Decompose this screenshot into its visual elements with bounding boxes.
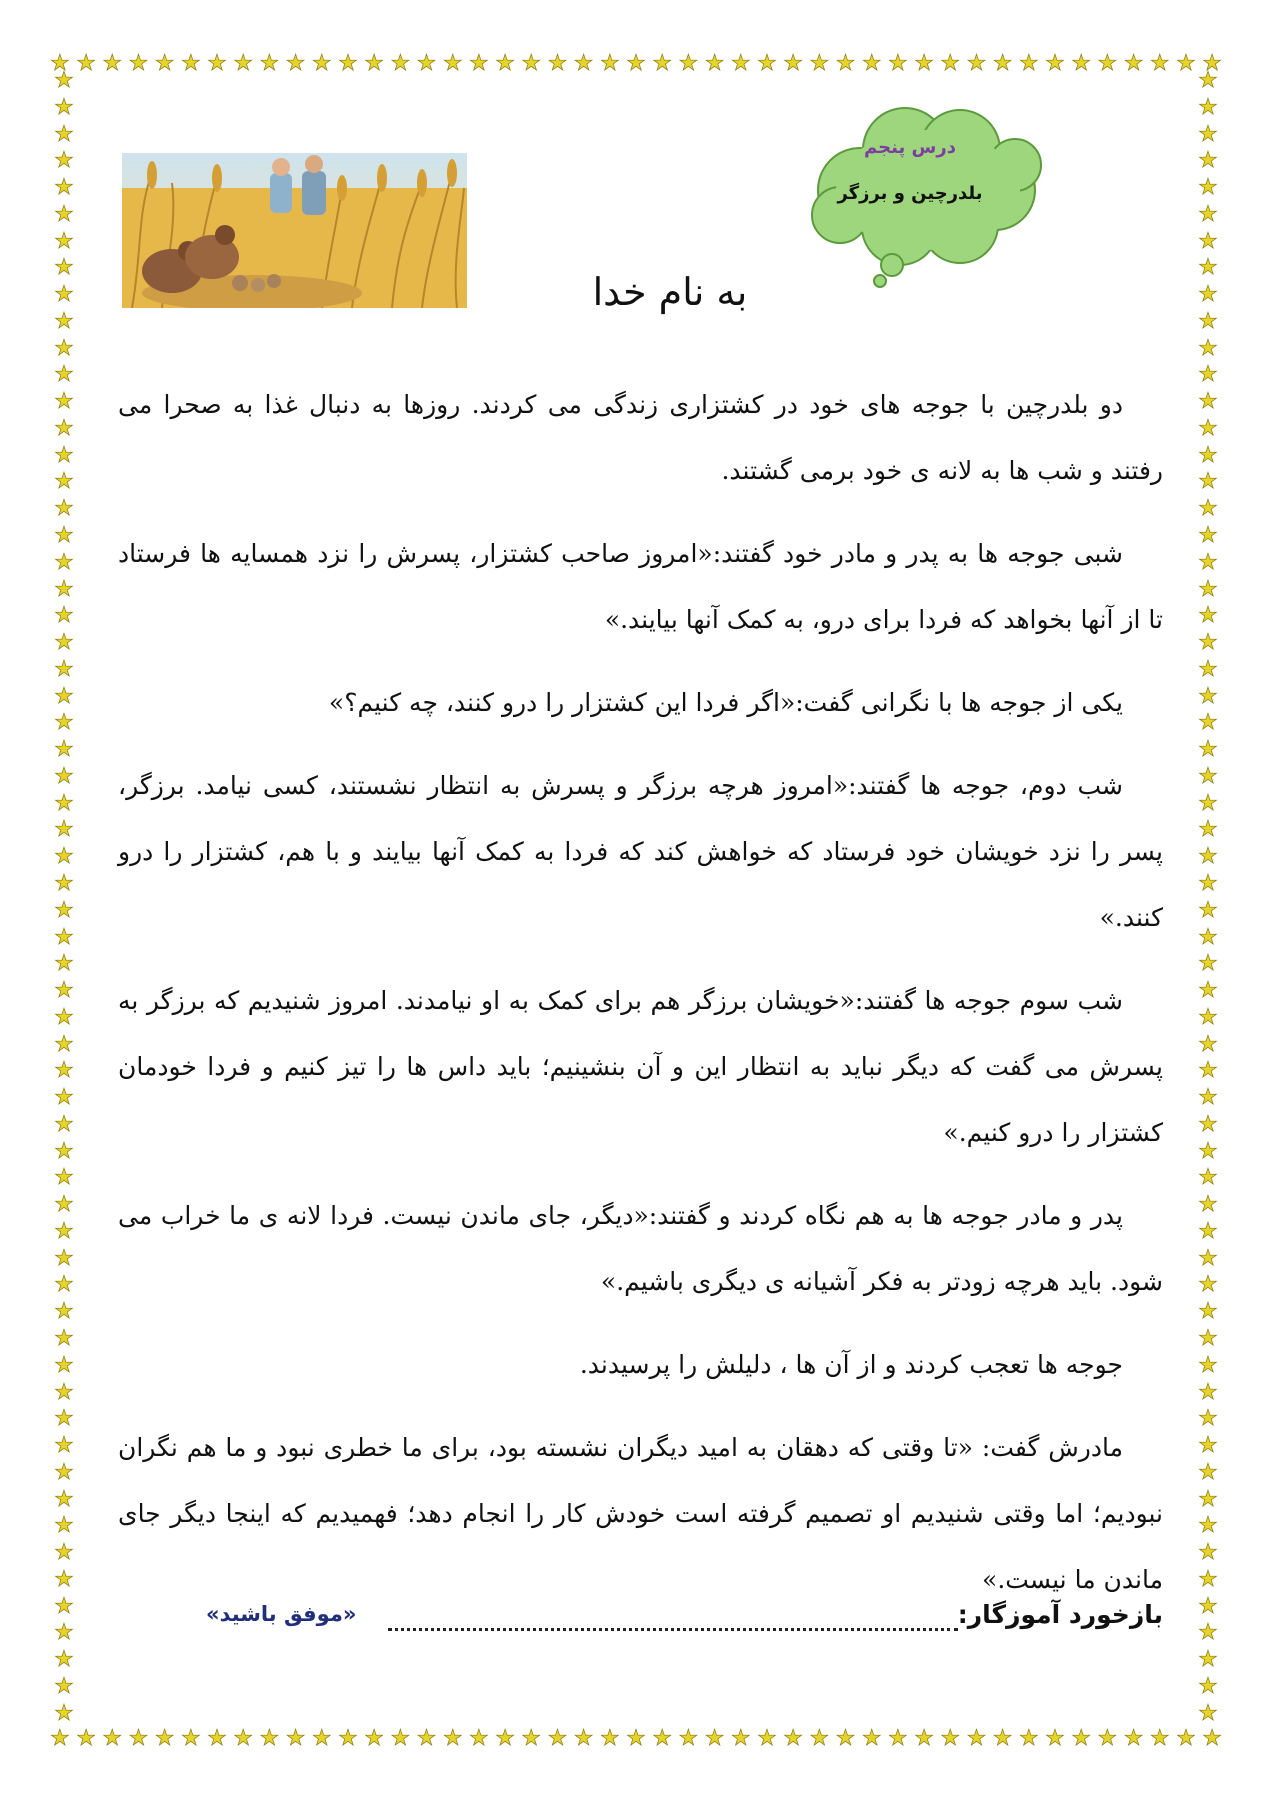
star-icon: ★ xyxy=(704,51,725,76)
star-icon: ★ xyxy=(652,51,673,76)
star-icon: ★ xyxy=(783,1726,803,1751)
star-icon: ★ xyxy=(76,1726,96,1751)
star-icon: ★ xyxy=(416,1726,437,1751)
star-icon: ★ xyxy=(1123,1726,1144,1751)
star-icon: ★ xyxy=(704,1726,725,1751)
star-icon: ★ xyxy=(1198,1486,1218,1512)
star-icon: ★ xyxy=(521,51,542,76)
star-icon: ★ xyxy=(54,362,74,388)
star-icon: ★ xyxy=(102,1726,123,1751)
star-icon: ★ xyxy=(1198,710,1218,736)
star-icon: ★ xyxy=(1097,1726,1118,1751)
star-icon: ★ xyxy=(54,121,74,147)
star-icon: ★ xyxy=(54,308,74,334)
star-icon: ★ xyxy=(54,1513,74,1539)
star-icon: ★ xyxy=(1198,897,1218,923)
star-icon: ★ xyxy=(54,282,74,308)
star-icon: ★ xyxy=(54,255,74,281)
star-icon: ★ xyxy=(861,1726,882,1751)
paragraph-8: مادرش گفت: «تا وقتی که دهقان به امید دیگران نشسته بود، برای ما خطری نبود و ما هم نگران نبودیم؛ اما وقتی شنیدیم او تصمیم گرفته است خودش کار را انجام دهد؛ فهمیدیم که اینجا دیگر جای ماندن ما نیست.» xyxy=(118,1433,1163,1594)
star-icon: ★ xyxy=(469,1726,489,1751)
star-icon: ★ xyxy=(54,94,74,120)
star-icon: ★ xyxy=(966,1726,987,1751)
star-icon: ★ xyxy=(1198,362,1218,388)
star-icon: ★ xyxy=(1198,1459,1218,1485)
star-icon: ★ xyxy=(757,1726,777,1751)
star-icon: ★ xyxy=(1198,1673,1218,1699)
star-icon: ★ xyxy=(207,1726,227,1751)
star-icon: ★ xyxy=(783,51,803,76)
story-text xyxy=(118,372,1163,1613)
star-icon: ★ xyxy=(495,1726,515,1751)
star-icon: ★ xyxy=(233,1726,254,1751)
basmala-heading: به نام خدا xyxy=(592,270,748,314)
star-icon: ★ xyxy=(1198,1647,1218,1673)
star-icon: ★ xyxy=(128,51,149,76)
star-icon: ★ xyxy=(1198,1325,1218,1351)
star-icon: ★ xyxy=(54,1700,74,1726)
wheat-field-quail-illustration xyxy=(122,153,467,308)
star-icon: ★ xyxy=(285,51,306,76)
paragraph-1: دو بلدرچین با جوجه های خود در کشتزاری زندگی می کردند. روزها به دنبال غذا به صحرا می رفتند و شب ها به لانه ی خود برمی گشتند. xyxy=(118,390,1163,485)
star-icon: ★ xyxy=(1198,1085,1218,1111)
star-icon: ★ xyxy=(54,1192,74,1218)
star-icon: ★ xyxy=(54,523,74,549)
star-icon: ★ xyxy=(54,1593,74,1619)
star-icon: ★ xyxy=(180,51,201,76)
star-icon: ★ xyxy=(1097,51,1118,76)
star-icon: ★ xyxy=(54,415,74,441)
star-icon: ★ xyxy=(1198,175,1218,201)
star-icon: ★ xyxy=(1198,1566,1218,1592)
star-icon: ★ xyxy=(54,228,74,254)
star-icon: ★ xyxy=(54,1272,74,1298)
star-icon: ★ xyxy=(54,1379,74,1405)
star-icon: ★ xyxy=(54,763,74,789)
star-icon: ★ xyxy=(54,442,74,468)
star-icon: ★ xyxy=(1198,790,1218,816)
star-icon: ★ xyxy=(54,148,74,174)
star-icon: ★ xyxy=(1198,1700,1218,1726)
star-icon: ★ xyxy=(54,496,74,522)
star-icon: ★ xyxy=(338,1726,358,1751)
star-icon: ★ xyxy=(1198,1433,1218,1459)
star-icon: ★ xyxy=(54,1218,74,1244)
star-icon: ★ xyxy=(469,51,489,76)
star-icon: ★ xyxy=(54,817,74,843)
star-icon: ★ xyxy=(1198,1218,1218,1244)
star-icon: ★ xyxy=(1198,1406,1218,1432)
star-icon: ★ xyxy=(1198,308,1218,334)
star-icon: ★ xyxy=(180,1726,201,1751)
star-icon: ★ xyxy=(54,978,74,1004)
star-icon: ★ xyxy=(259,1726,280,1751)
star-icon: ★ xyxy=(1198,1245,1218,1271)
star-icon: ★ xyxy=(1198,415,1218,441)
star-icon: ★ xyxy=(835,51,856,76)
star-icon: ★ xyxy=(390,51,411,76)
star-icon: ★ xyxy=(914,1726,934,1751)
star-icon: ★ xyxy=(1198,389,1218,415)
star-icon: ★ xyxy=(233,51,254,76)
star-icon: ★ xyxy=(1198,978,1218,1004)
star-icon: ★ xyxy=(914,51,934,76)
star-icon: ★ xyxy=(54,737,74,763)
star-icon: ★ xyxy=(1198,763,1218,789)
star-icon: ★ xyxy=(54,201,74,227)
star-icon: ★ xyxy=(50,51,70,76)
star-icon: ★ xyxy=(1198,737,1218,763)
star-icon: ★ xyxy=(1198,255,1218,281)
star-icon: ★ xyxy=(1198,335,1218,361)
star-icon: ★ xyxy=(54,335,74,361)
star-icon: ★ xyxy=(207,51,227,76)
star-icon: ★ xyxy=(1198,576,1218,602)
star-border-right xyxy=(1194,70,1222,1725)
star-icon: ★ xyxy=(54,68,74,93)
star-icon: ★ xyxy=(678,1726,699,1751)
star-icon: ★ xyxy=(54,1085,74,1111)
star-icon: ★ xyxy=(1198,951,1218,977)
star-icon: ★ xyxy=(54,389,74,415)
star-icon: ★ xyxy=(730,51,751,76)
star-icon: ★ xyxy=(54,844,74,870)
star-icon: ★ xyxy=(364,1726,384,1751)
star-icon: ★ xyxy=(1123,51,1144,76)
paragraph-3: یکی از جوجه ها با نگرانی گفت:«اگر فردا این کشتزار را درو کنند، چه کنیم؟» xyxy=(328,688,1123,717)
star-icon: ★ xyxy=(1198,1058,1218,1084)
star-icon: ★ xyxy=(54,1433,74,1459)
star-icon: ★ xyxy=(1176,51,1196,76)
star-icon: ★ xyxy=(1045,51,1065,76)
star-icon: ★ xyxy=(1198,228,1218,254)
star-icon: ★ xyxy=(599,1726,620,1751)
star-icon: ★ xyxy=(54,1673,74,1699)
star-icon: ★ xyxy=(1198,1111,1218,1137)
paragraph-5: شب سوم جوجه ها گفتند:«خویشان برزگر هم برای کمک به او نیامدند. امروز شنیدیم که برزگر به پسرش می گفت که دیگر نباید به انتظار این و آن بنشینیم؛ باید داس ها را تیز کنیم و فردا خودمان کشتزار را درو کنیم.» xyxy=(118,986,1163,1147)
star-icon: ★ xyxy=(1198,817,1218,843)
star-icon: ★ xyxy=(54,1647,74,1673)
star-icon: ★ xyxy=(940,1726,961,1751)
star-icon: ★ xyxy=(1198,94,1218,120)
star-icon: ★ xyxy=(861,51,882,76)
good-luck-text: «موفق باشید» xyxy=(206,1602,357,1626)
star-icon: ★ xyxy=(888,51,908,76)
star-icon: ★ xyxy=(54,1566,74,1592)
star-icon: ★ xyxy=(573,1726,594,1751)
star-icon: ★ xyxy=(626,51,646,76)
star-icon: ★ xyxy=(54,1138,74,1164)
star-icon: ★ xyxy=(54,1111,74,1137)
star-icon: ★ xyxy=(338,51,358,76)
star-icon: ★ xyxy=(102,51,123,76)
star-icon: ★ xyxy=(521,1726,542,1751)
star-icon: ★ xyxy=(599,51,620,76)
star-icon: ★ xyxy=(1198,1031,1218,1057)
star-icon: ★ xyxy=(54,1486,74,1512)
star-icon: ★ xyxy=(54,683,74,709)
star-icon: ★ xyxy=(54,549,74,575)
star-icon: ★ xyxy=(311,51,332,76)
star-icon: ★ xyxy=(547,1726,568,1751)
star-icon: ★ xyxy=(1198,1192,1218,1218)
star-icon: ★ xyxy=(1149,1726,1170,1751)
star-icon: ★ xyxy=(757,51,777,76)
star-icon: ★ xyxy=(54,1245,74,1271)
star-icon: ★ xyxy=(1149,51,1170,76)
star-icon: ★ xyxy=(54,1325,74,1351)
star-icon: ★ xyxy=(1198,630,1218,656)
star-icon: ★ xyxy=(54,175,74,201)
star-icon: ★ xyxy=(626,1726,646,1751)
star-icon: ★ xyxy=(54,870,74,896)
star-icon: ★ xyxy=(1198,1004,1218,1030)
star-icon: ★ xyxy=(54,897,74,923)
paragraph-4: شب دوم، جوجه ها گفتند:«امروز هرچه برزگر و پسرش به انتظار نشستند، کسی نیامد. برزگر، پسر را نزد خویشان خود فرستاد که خواهش کند که فردا به کمک آنها بیایند و با هم، کشتزار را درو کنند.» xyxy=(118,771,1163,932)
star-icon: ★ xyxy=(1198,523,1218,549)
star-icon: ★ xyxy=(1198,1138,1218,1164)
star-icon: ★ xyxy=(1198,442,1218,468)
star-icon: ★ xyxy=(1198,683,1218,709)
star-icon: ★ xyxy=(54,1031,74,1057)
star-icon: ★ xyxy=(1198,1379,1218,1405)
star-icon: ★ xyxy=(1198,844,1218,870)
star-icon: ★ xyxy=(54,1352,74,1378)
star-icon: ★ xyxy=(1198,282,1218,308)
star-icon: ★ xyxy=(1198,121,1218,147)
star-icon: ★ xyxy=(54,951,74,977)
star-icon: ★ xyxy=(54,1165,74,1191)
star-icon: ★ xyxy=(285,1726,306,1751)
star-icon: ★ xyxy=(54,630,74,656)
star-icon: ★ xyxy=(54,603,74,629)
star-icon: ★ xyxy=(1045,1726,1065,1751)
star-icon: ★ xyxy=(888,1726,908,1751)
star-icon: ★ xyxy=(54,710,74,736)
star-icon: ★ xyxy=(416,51,437,76)
star-icon: ★ xyxy=(1198,148,1218,174)
star-icon: ★ xyxy=(54,469,74,495)
star-icon: ★ xyxy=(1202,51,1222,76)
star-icon: ★ xyxy=(1198,1272,1218,1298)
star-icon: ★ xyxy=(809,1726,830,1751)
star-icon: ★ xyxy=(1198,201,1218,227)
star-icon: ★ xyxy=(1198,603,1218,629)
star-border-left xyxy=(50,70,78,1725)
star-icon: ★ xyxy=(50,1726,70,1751)
star-icon: ★ xyxy=(390,1726,411,1751)
star-icon: ★ xyxy=(992,51,1013,76)
star-icon: ★ xyxy=(154,1726,175,1751)
star-icon: ★ xyxy=(442,51,463,76)
star-icon: ★ xyxy=(76,51,96,76)
star-icon: ★ xyxy=(54,790,74,816)
star-icon: ★ xyxy=(940,51,961,76)
star-icon: ★ xyxy=(547,51,568,76)
star-icon: ★ xyxy=(54,1620,74,1646)
star-icon: ★ xyxy=(1018,51,1039,76)
paragraph-6: پدر و مادر جوجه ها به هم نگاه کردند و گفتند:«دیگر، جای ماندن نیست. فردا لانه ی ما خراب می شود. باید هرچه زودتر به فکر آشیانه ی دیگری باشیم.» xyxy=(118,1201,1163,1296)
star-icon: ★ xyxy=(259,51,280,76)
star-icon: ★ xyxy=(1198,1299,1218,1325)
star-icon: ★ xyxy=(54,576,74,602)
star-icon: ★ xyxy=(1198,924,1218,950)
star-icon: ★ xyxy=(809,51,830,76)
star-icon: ★ xyxy=(678,51,699,76)
star-icon: ★ xyxy=(495,51,515,76)
star-icon: ★ xyxy=(835,1726,856,1751)
star-icon: ★ xyxy=(54,1299,74,1325)
star-border-bottom xyxy=(50,1725,1222,1753)
star-icon: ★ xyxy=(54,1058,74,1084)
star-icon: ★ xyxy=(1198,1513,1218,1539)
star-icon: ★ xyxy=(1198,469,1218,495)
star-icon: ★ xyxy=(54,1459,74,1485)
star-icon: ★ xyxy=(54,656,74,682)
star-icon: ★ xyxy=(573,51,594,76)
star-icon: ★ xyxy=(54,1004,74,1030)
star-icon: ★ xyxy=(154,51,175,76)
star-icon: ★ xyxy=(1198,1165,1218,1191)
star-icon: ★ xyxy=(730,1726,751,1751)
feedback-label: بازخورد آموزگار: xyxy=(957,1600,1163,1629)
star-icon: ★ xyxy=(992,1726,1013,1751)
star-icon: ★ xyxy=(1202,1726,1222,1751)
star-icon: ★ xyxy=(442,1726,463,1751)
star-icon: ★ xyxy=(1198,1540,1218,1566)
star-icon: ★ xyxy=(1198,1593,1218,1619)
star-icon: ★ xyxy=(1198,549,1218,575)
star-icon: ★ xyxy=(1198,496,1218,522)
star-icon: ★ xyxy=(54,1540,74,1566)
star-icon: ★ xyxy=(311,1726,332,1751)
star-icon: ★ xyxy=(652,1726,673,1751)
star-icon: ★ xyxy=(1198,656,1218,682)
star-icon: ★ xyxy=(1071,51,1092,76)
star-icon: ★ xyxy=(1198,1620,1218,1646)
star-icon: ★ xyxy=(966,51,987,76)
star-border-top xyxy=(50,50,1222,78)
lesson-number: درس پنجم xyxy=(864,137,956,158)
star-icon: ★ xyxy=(1198,1352,1218,1378)
paragraph-2: شبی جوجه ها به پدر و مادر خود گفتند:«امروز صاحب کشتزار، پسرش را نزد همسایه ها فرستاد تا از آنها بخواهد که فردا برای درو، به کمک آنها بیایند.» xyxy=(118,539,1163,634)
star-icon: ★ xyxy=(128,1726,149,1751)
star-icon: ★ xyxy=(54,924,74,950)
star-icon: ★ xyxy=(1176,1726,1196,1751)
star-icon: ★ xyxy=(1018,1726,1039,1751)
lesson-title: بلدرچین و برزگر xyxy=(837,183,983,204)
star-icon: ★ xyxy=(1198,870,1218,896)
star-icon: ★ xyxy=(54,1406,74,1432)
star-icon: ★ xyxy=(364,51,384,76)
feedback-dotted-line xyxy=(388,1606,958,1631)
lesson-cloud-badge xyxy=(800,95,1055,290)
paragraph-7: جوجه ها تعجب کردند و از آن ها ، دلیلش را پرسیدند. xyxy=(579,1350,1123,1379)
star-icon: ★ xyxy=(1071,1726,1092,1751)
teacher-feedback-row xyxy=(118,1600,1163,1640)
star-icon: ★ xyxy=(1198,68,1218,93)
